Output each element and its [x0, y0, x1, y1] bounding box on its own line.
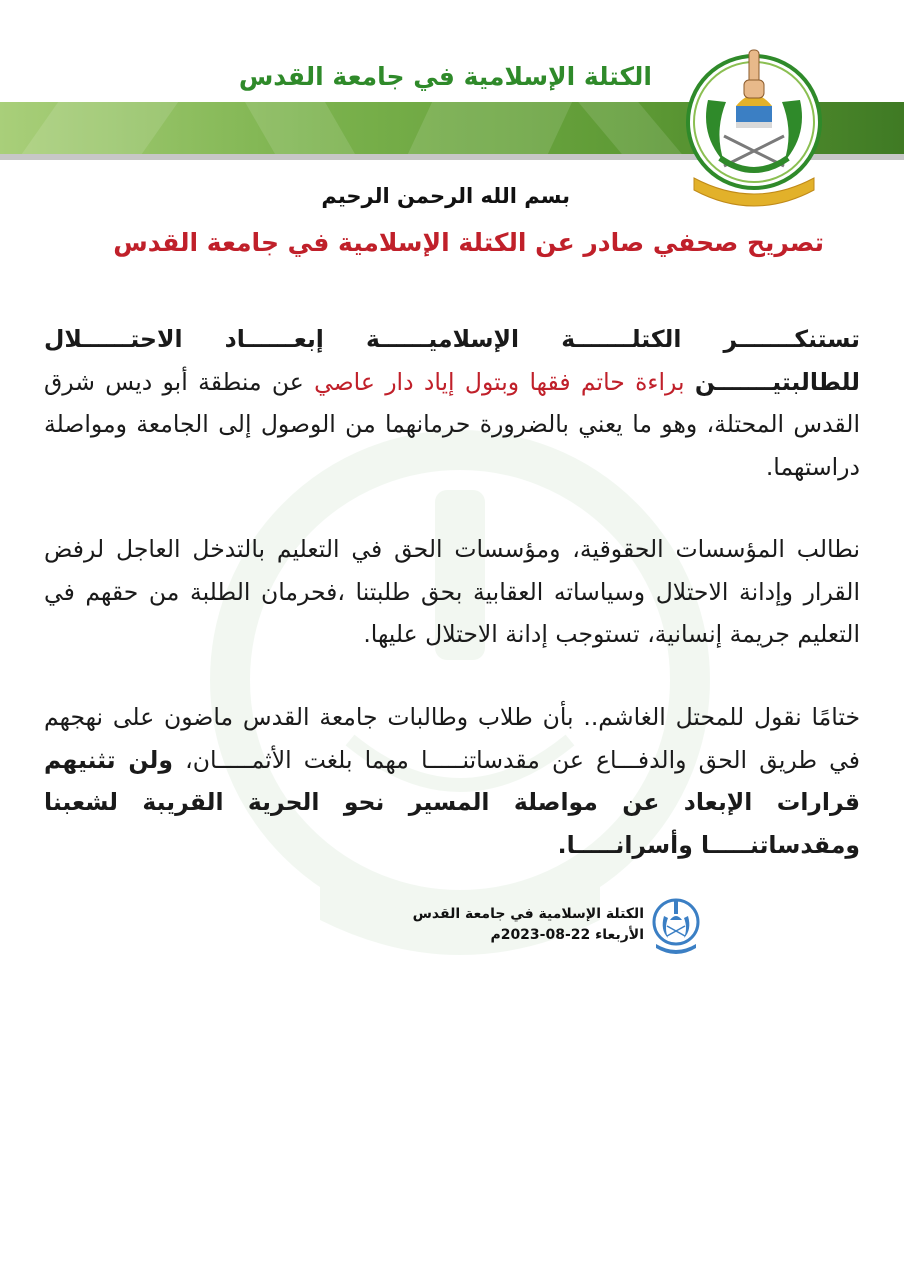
paragraph-3-bold: ولن تثنيهم قرارات الإبعاد عن مواصلة المسير نحو الحرية القريبة لشعبنا ومقدساتنـــــا وأسرانـــــا.	[44, 745, 860, 859]
student-names: براءة حاتم فقها وبتول إياد دار عاصي	[314, 367, 685, 396]
signature	[400, 904, 644, 946]
watermark-emblem-icon	[200, 410, 720, 970]
header-org-name: الكتلة الإسلامية في جامعة القدس	[238, 62, 652, 91]
paragraph-3	[44, 696, 860, 866]
basmala: بسم الله الرحمن الرحيم	[321, 184, 570, 208]
paragraph-1	[44, 318, 860, 488]
paragraph-3-text: ختامًا نقول للمحتل الغاشم.. بأن طلاب وطالبات جامعة القدس ماضون على نهجهم في طريق الحق والدفـــاع عن مقدساتنـــــا مهما بلغت الأثمـــــان،	[44, 703, 860, 774]
paragraph-1-rest: عن منطقة أبو ديس شرق القدس المحتلة، وهو ما يعني بالضرورة حرمانهما من الوصول إلى الجامعة ومواصلة دراستهما.	[44, 367, 860, 481]
islamic-bloc-emblem-icon	[680, 40, 828, 210]
paragraph-1-lead: تستنكـــــــر الكتلـــــــة الإسلاميــــــة إبعــــــاد الاحتــــــلال للطالبتيـــــــن	[44, 325, 860, 396]
paragraph-2: نطالب المؤسسات الحقوقية، ومؤسسات الحق في التعليم بالتدخل العاجل لرفض القرار وإدانة الاحتلال وسياساته العقابية بحق طلبتنا ،فحرمان الطلبة من حقهم في التعليم جريمة إنسانية، تستوجب إدانة الاحتلال عليها.	[44, 535, 860, 648]
signature-org: الكتلة الإسلامية في جامعة القدس	[412, 906, 644, 922]
document-title: تصريح صحفي صادر عن الكتلة الإسلامية في جامعة القدس	[113, 228, 824, 257]
signature-emblem-icon	[652, 896, 700, 954]
signature-date: الأربعاء 22-08-2023م	[490, 927, 644, 943]
